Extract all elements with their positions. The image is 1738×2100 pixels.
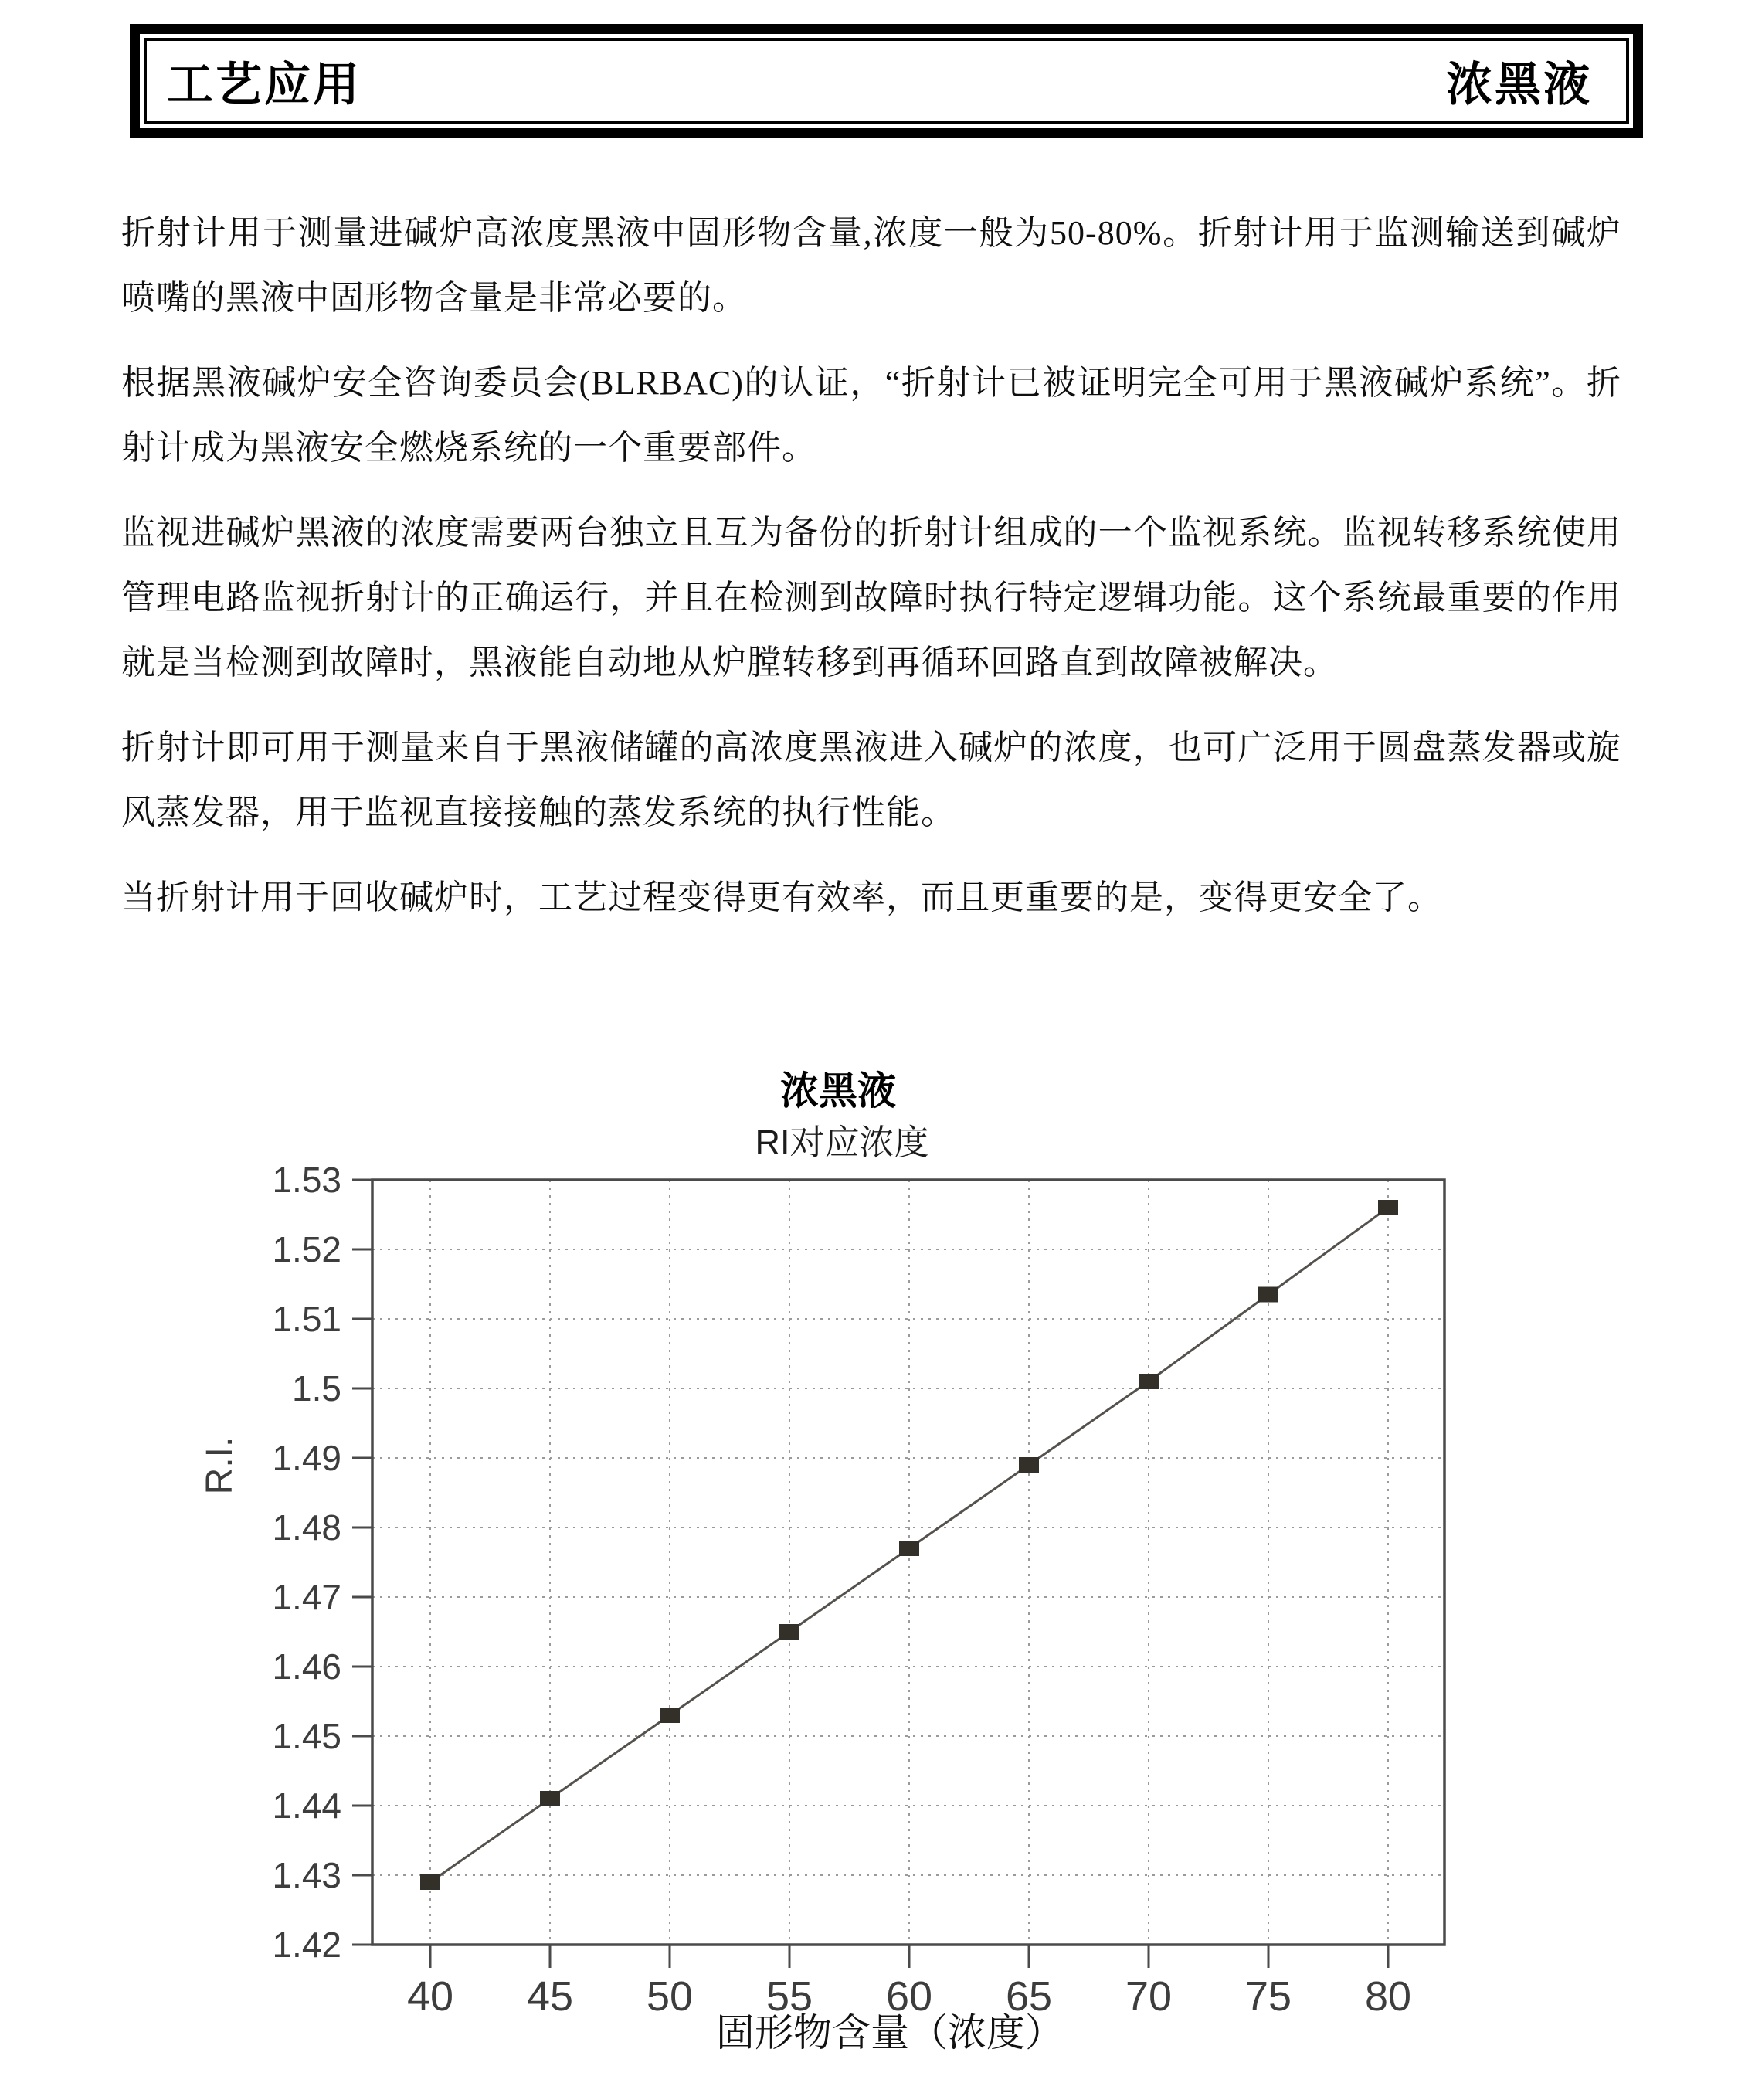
data-point-marker — [540, 1791, 560, 1806]
document-topic-title: 浓黑液 — [1446, 59, 1592, 110]
data-point-marker — [1258, 1287, 1278, 1303]
x-tick-label: 70 — [1125, 1973, 1173, 2020]
data-point-marker — [899, 1541, 919, 1556]
x-tick-label: 60 — [885, 1973, 933, 2020]
data-point-marker — [420, 1874, 440, 1890]
paragraph-2: 根据黑液碱炉安全咨询委员会(BLRBAC)的认证，“折射计已被证明完全可用于黑液碱炉系统”。折射计成为黑液安全燃烧系统的一个重要部件。 — [121, 364, 1621, 467]
x-tick-label: 55 — [765, 1973, 813, 2020]
y-tick-label: 1.46 — [272, 1646, 341, 1687]
paragraph-1: 折射计用于测量进碱炉高浓度黑液中固形物含量,浓度一般为50-80%。折射计用于监测输送到碱炉喷嘴的黑液中固形物含量是非常必要的。 — [121, 214, 1621, 317]
y-tick-label: 1.53 — [272, 1160, 341, 1200]
x-axis-title: 固形物含量（浓度） — [716, 2011, 1064, 2054]
y-tick-label: 1.51 — [272, 1299, 341, 1339]
y-tick-label: 1.45 — [272, 1716, 341, 1756]
y-axis-title: R.I. — [199, 1436, 240, 1495]
y-tick-label: 1.52 — [272, 1229, 341, 1269]
x-tick-label: 50 — [646, 1973, 694, 2020]
y-tick-label: 1.43 — [272, 1855, 341, 1895]
chart-title: 浓黑液 — [780, 1069, 896, 1113]
y-tick-label: 1.44 — [272, 1786, 341, 1826]
y-tick-label: 1.47 — [272, 1577, 341, 1617]
chart-subtitle: RI对应浓度 — [755, 1123, 929, 1162]
paragraph-4: 折射计即可用于测量来自于黑液储罐的高浓度黑液进入碱炉的浓度，也可广泛用于圆盘蒸发器或旋风蒸发器，用于监视直接接触的蒸发系统的执行性能。 — [121, 729, 1621, 831]
data-point-marker — [779, 1624, 799, 1640]
x-tick-label: 65 — [1005, 1973, 1053, 2020]
paragraph-5: 当折射计用于回收碱炉时，工艺过程变得更有效率，而且更重要的是，变得更安全了。 — [121, 878, 1442, 916]
y-tick-label: 1.48 — [272, 1507, 341, 1548]
data-point-marker — [660, 1708, 680, 1723]
y-tick-label: 1.49 — [272, 1438, 341, 1478]
x-tick-label: 80 — [1364, 1973, 1412, 2020]
data-point-marker — [1378, 1200, 1398, 1215]
data-point-marker — [1019, 1457, 1039, 1473]
x-tick-label: 45 — [526, 1973, 574, 2020]
section-title: 工艺应用 — [167, 59, 362, 110]
y-tick-label: 1.42 — [272, 1925, 341, 1965]
data-point-marker — [1139, 1374, 1159, 1389]
x-tick-label: 75 — [1244, 1973, 1292, 2020]
paragraph-3: 监视进碱炉黑液的浓度需要两台独立且互为备份的折射计组成的一个监视系统。监视转移系统使用管理电路监视折射计的正确运行，并且在检测到故障时执行特定逻辑功能。这个系统最重要的作用就是当检测到故障时，黑液能自动地从炉膛转移到再循环回路直到故障被解决。 — [121, 514, 1621, 681]
y-tick-label: 1.5 — [292, 1368, 341, 1408]
x-tick-label: 40 — [406, 1973, 454, 2020]
